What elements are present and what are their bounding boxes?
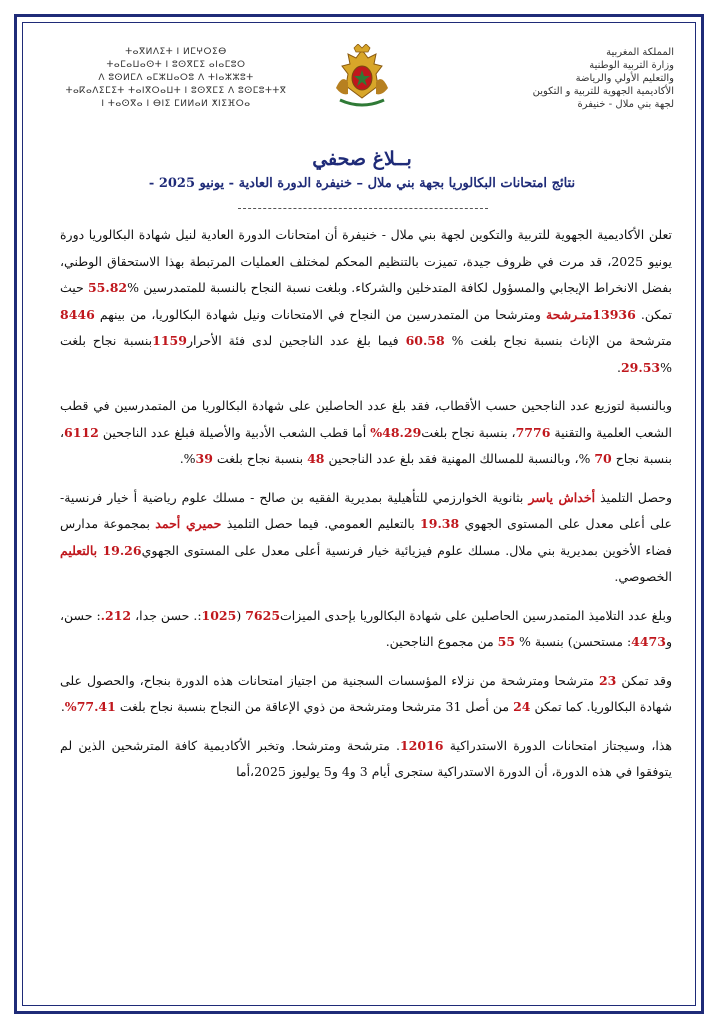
pass-rate: 55.82 [87, 280, 128, 295]
royal-emblem-icon [332, 44, 392, 110]
disability-count: 24 [513, 699, 531, 714]
free-candidates-rate: 29.53 [620, 359, 661, 375]
arabic-letterhead [424, 46, 674, 111]
page-subtitle: نتائج امتحانات البكالوريا بجهة بني ملال – خنيفرة الدورة العادية - يونيو 2025 - [148, 176, 576, 191]
top-grade-private: 19.26 بالتعليم [60, 542, 142, 558]
science-count: 7776 [515, 424, 551, 440]
honors-good: 212. [100, 607, 132, 623]
literary-rate: 70 [594, 451, 612, 466]
tifinagh-line: ⵜⴰⴽⴰⴷⵉⵎⵉⵜ ⵜⴰⵏⴳⵔⴰⵡⵜ ⵏ ⵓⵙⴳⵎⵉ ⴷ ⵓⵙⵎⵓⵜⵜⴳ [65, 86, 287, 96]
paragraph-results-overview: تعلن الأكاديمية الجهوية للتربية والتكوين لجهة بني ملال - خنيفرة أن امتحانات الدورة العادية لنيل شهادة البكالوريا دورة يونيو 2025، قد مرت في ظروف جيدة، تميزت بالتنظيم المحكم لمختلف العمليات المرتبطة بهذا الاستحقاق الوطني، بفضل الانخراط الإيجابي والمسؤول لكافة المتدخلين والشركاء. وبلغت نسبة النجاح بالنسبة للمتمدرسين %55.82 حيث تمكن. 13936متـرشحة ومترشحا من المتمدرسين من النجاح في الامتحانات ونيل شهادة البكالوريا، من بينهم 8446 مترشحة من الإناث بنسبة نجاح بلغت % 60.58 فيما بلغ عدد الناجحين لدى فئة الأحرار1159بنسبة نجاح بلغت %29.53. [60, 227, 673, 375]
tifinagh-line: ⵜⴰⴳⵍⴷⵉⵜ ⵏ ⵍⵎⵖⵔⵉⴱ [125, 47, 227, 57]
paragraph-special-groups: وقد تمكن 23 مترشحا ومترشحة من نزلاء المؤسسات السجنية من اجتياز امتحانات هذه الدورة بنجاح، والحصول على شهادة البكالوريا. كما تمكن 24 من أصل 31 مترشحا ومترشحة من ذوي الإعاقة من النجاح بنسبة نجاح بلغت 77.41%. [60, 672, 672, 714]
paragraph-top-students: وحصل التلميذ أخداش ياسر بثانوية الخوارزمي للتأهيلية بمديرية الفقيه بن صالح - مسلك علوم رياضية أ خيار فرنسية- على أعلى معدل على المستوى الجهوي 19.38 بالتعليم العمومي. فيما حصل التلميذ حميري أحمد بمجموعة مدارس فضاء الأخوين بمديرية بني ملال. مسلك علوم فيزيائية خيار فرنسية أعلى معدل على المستوى الجهوي19.26 بالتعليم الخصوصي. [60, 489, 673, 584]
free-candidates-count: 1159 [152, 333, 187, 348]
top-student-private: حميري أحمد [155, 516, 222, 531]
resit-count: 12016 [399, 737, 444, 753]
honors-total: 7625 [245, 607, 281, 623]
professional-rate: 39 [195, 451, 213, 466]
top-grade-public: 19.38 [420, 516, 460, 531]
top-student-public: أخداش ياسر [528, 489, 596, 505]
tifinagh-letterhead [36, 46, 316, 111]
honors-very-good: 1025 [201, 607, 237, 623]
prison-count: 23 [598, 672, 617, 688]
arabic-line: وزارة التربية الوطنية [589, 60, 674, 71]
female-rate: 60.58 [405, 333, 445, 348]
paragraph-streams: وبالنسبة لتوزيع عدد الناجحين حسب الأقطاب، فقد بلغ عدد الحاصلين على شهادة البكالوريا من المتمدرسين في قطب الشعب العلمية والتقنية 7776، بنسبة نجاح بلغت48.29% أما قطب الشعب الأدبية والأصيلة فبلغ عدد الناجحين 6112، بنسبة نجاح 70 %، وبالنسبة للمسالك المهنية فقد بلغ عدد الناجحين 48 بنسبة نجاح بلغت 39%. [60, 398, 672, 466]
paragraph-honors: وبلغ عدد التلاميذ المتمدرسين الحاصلين على شهادة البكالوريا بإحدى الميزات7625 (1025:. حسن جدا، 212.: حسن، و4473: مستحسن) بنسبة % 55 من مجموع الناجحين. [60, 607, 672, 649]
tifinagh-line: ⴷ ⵓⵙⵍⵎⴷ ⴰⵎⵣⵡⴰⵔⵓ ⴷ ⵜⵏⴰⵣⵣⵓⵜ [98, 73, 254, 83]
page-title: بــلاغ صحفي [312, 148, 412, 170]
disability-rate: 77.41% [64, 699, 116, 714]
press-release-body [60, 222, 672, 798]
arabic-line: لجهة بني ملال - خنيفرة [577, 99, 674, 110]
science-rate: 48.29% [370, 424, 422, 440]
literary-count: 6112 [64, 424, 99, 440]
professional-count: 48 [307, 451, 325, 466]
tifinagh-line: ⵏ ⵜⴰⵙⴳⴰ ⵏ ⴱⵏⵉ ⵎⵍⵍⴰⵍ ⵅⵏⵉⴼⵔⴰ [101, 99, 251, 109]
arabic-line: المملكة المغربية [606, 47, 674, 58]
passed-count: 13936متـرشحة [546, 306, 636, 322]
letterhead [30, 44, 694, 134]
female-count: 8446 [60, 306, 95, 322]
paragraph-resit: هذا، وسيجتاز امتحانات الدورة الاستدراكية 12016. مترشحة ومترشحا. وتخبر الأكاديمية كافة المترشحين الذين لم يتوفقوا في هذه الدورة، أن الدورة الاستدراكية ستجرى أيام 3 و4 و5 يوليوز 2025،أما [60, 737, 672, 779]
divider [238, 208, 488, 209]
honors-fair: 4473 [631, 634, 666, 649]
arabic-line: والتعليم الأولي والرياضة [575, 73, 674, 84]
arabic-line: الأكاديمية الجهوية للتربية و التكوين [532, 86, 674, 97]
tifinagh-line: ⵜⴰⵎⴰⵡⴰⵙⵜ ⵏ ⵓⵙⴳⵎⵉ ⴰⵏⴰⵎⵓⵔ [106, 60, 246, 70]
honors-rate: 55 [497, 634, 516, 649]
